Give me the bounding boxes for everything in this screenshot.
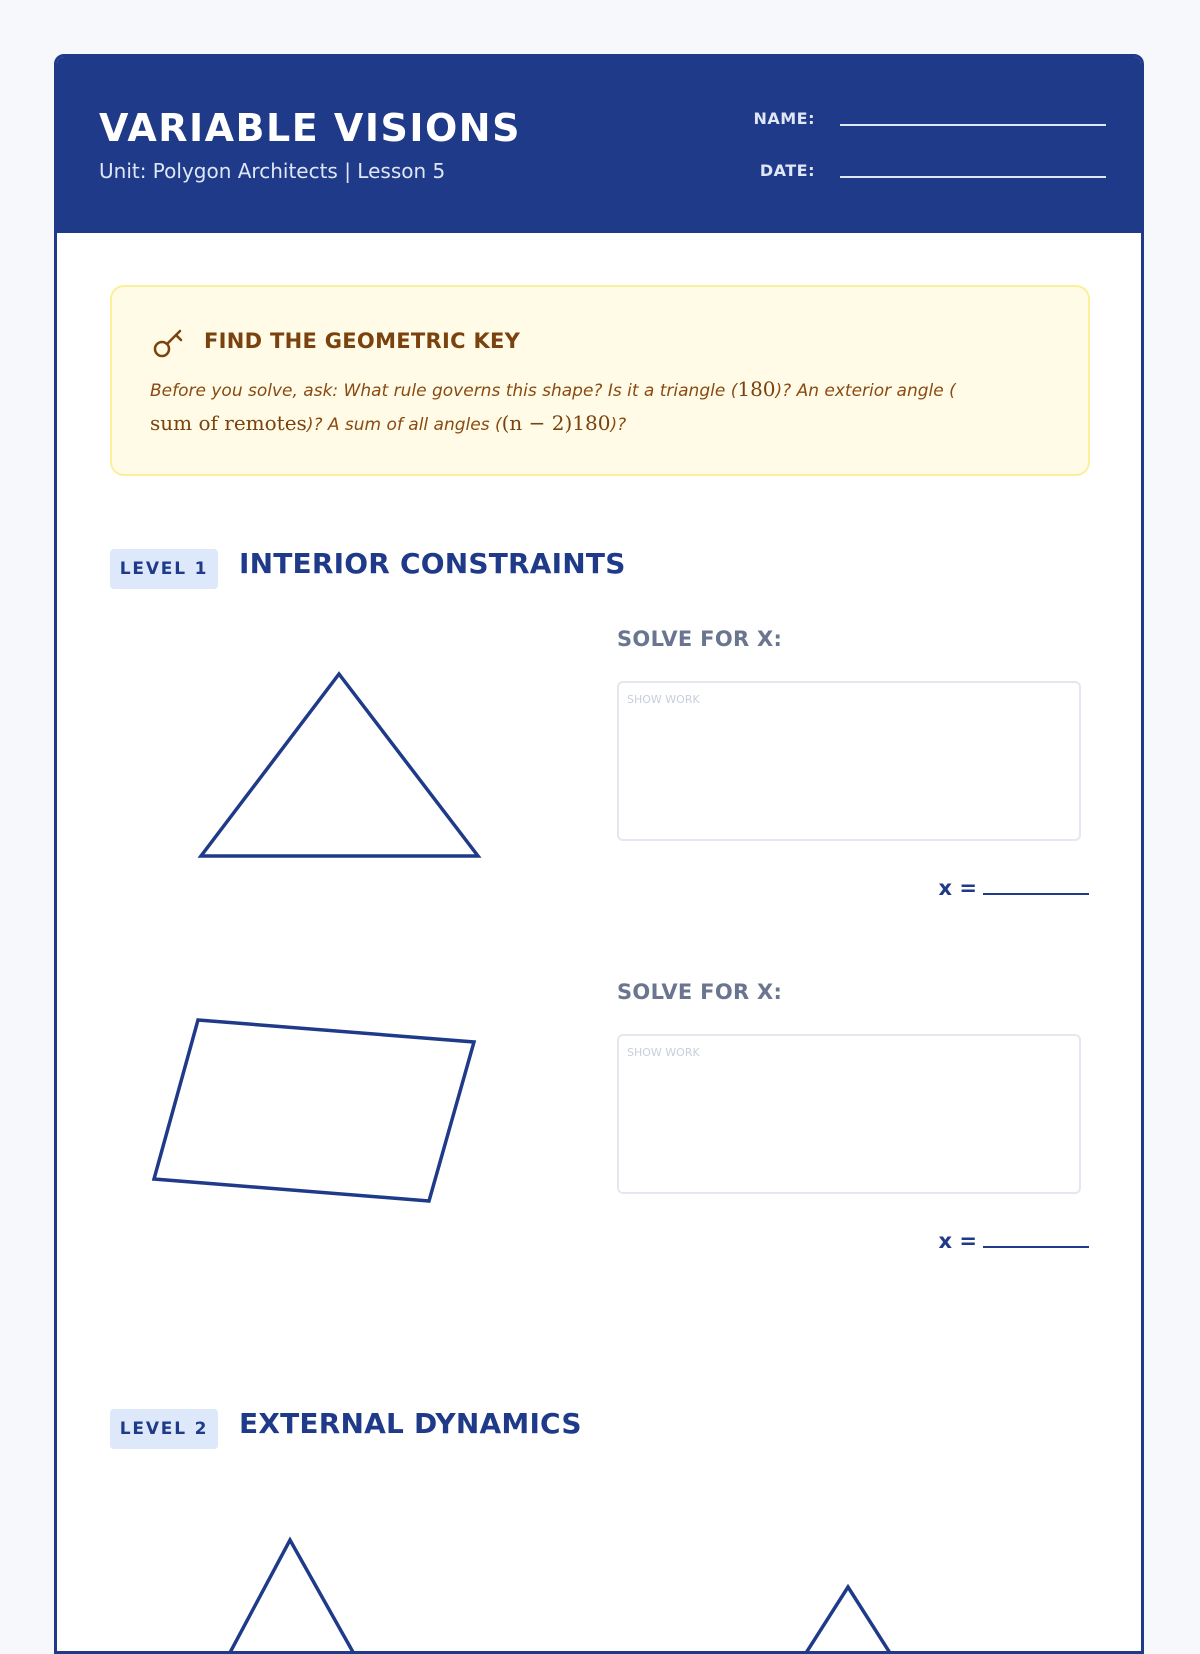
level-2-title: EXTERNAL DYNAMICS xyxy=(239,1407,582,1440)
problem-2-solve-label: SOLVE FOR X: xyxy=(617,980,783,1004)
problem-2-answer-label: x = xyxy=(938,1229,977,1253)
level-2-triangle-diagram-1 xyxy=(247,1537,367,1617)
worksheet-page xyxy=(54,54,1144,1654)
quadrilateral-diagram xyxy=(151,1015,491,1215)
geometric-key-callout xyxy=(110,285,1090,476)
key-icon xyxy=(152,327,186,361)
problem-1-solve-label: SOLVE FOR X: xyxy=(617,627,783,651)
level-2-badge: LEVEL 2 xyxy=(110,1409,218,1449)
geometric-key-text xyxy=(150,373,970,441)
problem-1-answer-label: x = xyxy=(938,876,977,900)
key-math-remote-sum: sum of remotes xyxy=(150,411,307,435)
problem-1-work-placeholder: SHOW WORK xyxy=(627,693,700,706)
key-math-polygon-sum: (n − 2)180 xyxy=(501,411,611,435)
problem-2-work-area[interactable] xyxy=(617,1034,1081,1194)
key-text-part4: )? xyxy=(610,415,627,435)
level-1-badge: LEVEL 1 xyxy=(110,549,218,589)
level-2-triangle-diagram-2 xyxy=(817,1584,917,1624)
problem-1-answer xyxy=(939,875,1089,900)
key-text-part3: )? A sum of all angles ( xyxy=(306,415,502,435)
worksheet-header xyxy=(57,57,1141,233)
problem-2-answer-field[interactable] xyxy=(983,1228,1089,1248)
worksheet-subtitle: Unit: Polygon Architects | Lesson 5 xyxy=(99,159,446,183)
worksheet-title: VARIABLE VISIONS xyxy=(99,106,521,150)
name-field[interactable] xyxy=(840,124,1106,126)
date-label: DATE: xyxy=(759,161,815,180)
name-label: NAME: xyxy=(753,109,815,128)
problem-2-work-placeholder: SHOW WORK xyxy=(627,1046,700,1059)
triangle-diagram xyxy=(197,669,487,869)
key-math-triangle-sum: 180 xyxy=(737,377,776,401)
geometric-key-title: FIND THE GEOMETRIC KEY xyxy=(204,329,521,353)
key-text-part1: Before you solve, ask: What rule governs this shape? Is it a triangle ( xyxy=(150,381,738,401)
date-field[interactable] xyxy=(840,176,1106,178)
problem-1-work-area[interactable] xyxy=(617,681,1081,841)
key-text-part2: )? An exterior angle ( xyxy=(775,381,956,401)
problem-2-answer xyxy=(939,1228,1089,1253)
level-1-title: INTERIOR CONSTRAINTS xyxy=(239,547,626,580)
problem-1-answer-field[interactable] xyxy=(983,875,1089,895)
